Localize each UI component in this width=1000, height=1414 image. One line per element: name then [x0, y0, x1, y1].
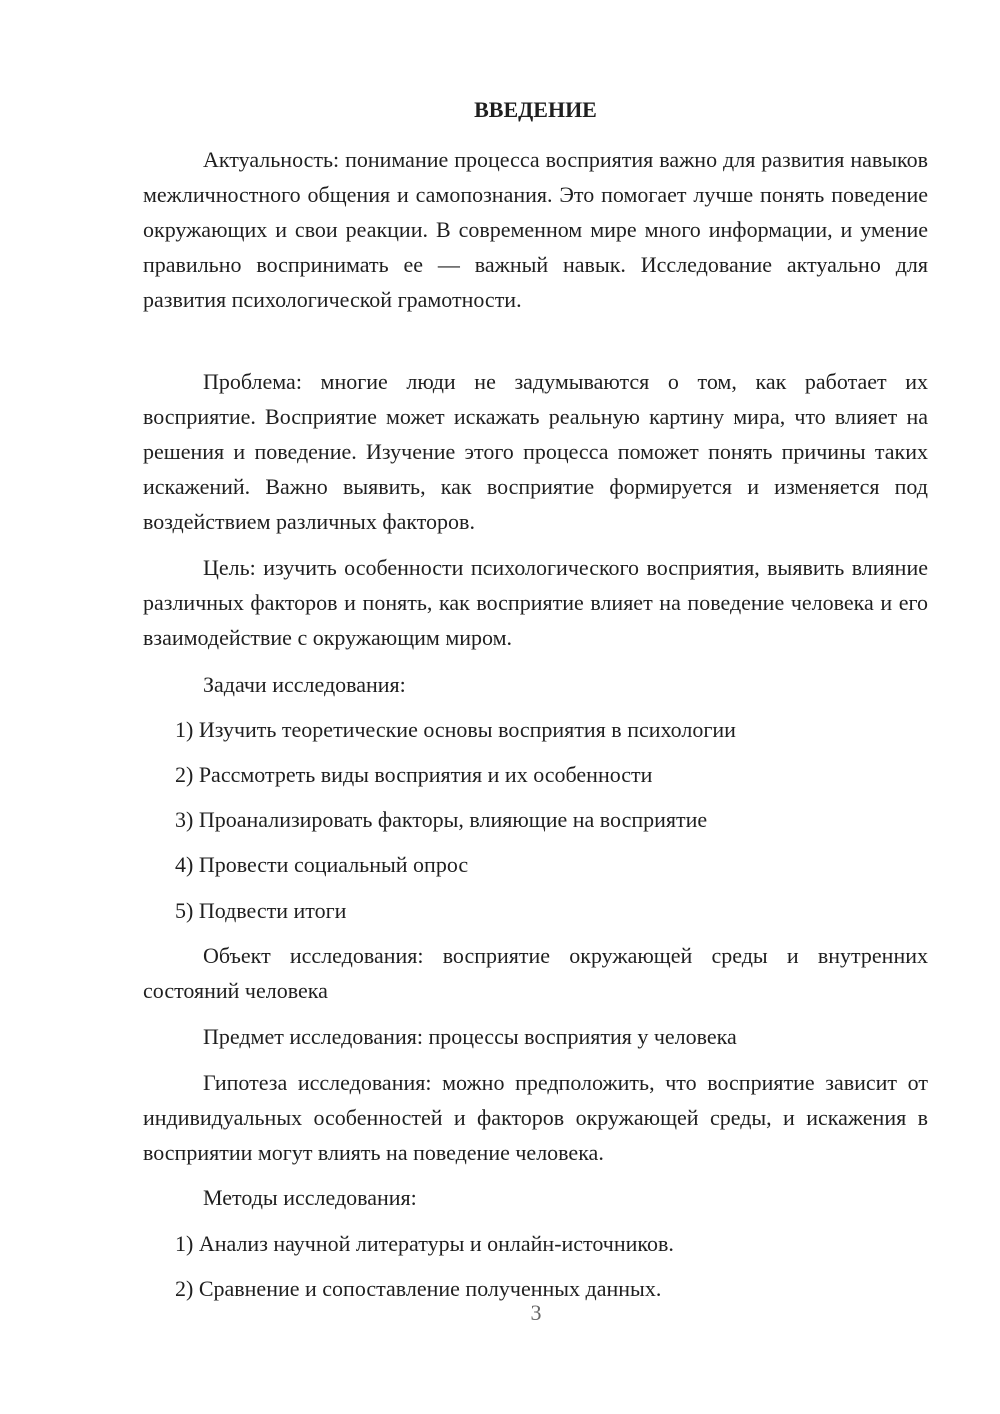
task-item: 3) Проанализировать факторы, влияющие на восприятие — [175, 807, 708, 832]
task-item: 5) Подвести итоги — [175, 898, 347, 923]
task-item: 4) Провести социальный опрос — [175, 852, 469, 877]
method-item: 1) Анализ научной литературы и онлайн-источников. — [175, 1231, 674, 1256]
task-item: 1) Изучить теоретические основы восприятия в психологии — [175, 717, 736, 742]
paragraph-object: Объект исследования: восприятие окружающей среды и внутренних состояний человека — [143, 943, 928, 1003]
page-number: 3 — [530, 1300, 542, 1325]
methods-heading: Методы исследования: — [203, 1185, 417, 1210]
tasks-heading: Задачи исследования: — [203, 672, 406, 697]
paragraph-problem: Проблема: многие люди не задумываются о том, как работает их восприятие. Восприятие может искажать реальную картину мира, что влияет на решения и поведение. Изучение этого процесса поможет понять причины таких искажений. Важно выявить, как восприятие формируется и изменяется под воздействием различных факторов. — [143, 369, 928, 534]
task-item: 2) Рассмотреть виды восприятия и их особенности — [175, 762, 653, 787]
paragraph-relevance: Актуальность: понимание процесса восприятия важно для развития навыков межличностного общения и самопознания. Это помогает лучше понять поведение окружающих и свои реакции. В современном мире много информации, и умение правильно воспринимать ее — важный навык. Исследование актуально для развития психологической грамотности. — [143, 147, 928, 312]
paragraph-hypothesis: Гипотеза исследования: можно предположить, что восприятие зависит от индивидуальных особенностей и факторов окружающей среды, и искажения в восприятии могут влиять на поведение человека. — [143, 1070, 928, 1165]
method-item: 2) Сравнение и сопоставление полученных данных. — [175, 1276, 662, 1301]
page-title: ВВЕДЕНИЕ — [474, 97, 597, 122]
paragraph-subject: Предмет исследования: процессы восприятия у человека — [203, 1024, 737, 1049]
paragraph-goal: Цель: изучить особенности психологического восприятия, выявить влияние различных факторов и понять, как восприятие влияет на поведение человека и его взаимодействие с окружающим миром. — [143, 555, 928, 650]
